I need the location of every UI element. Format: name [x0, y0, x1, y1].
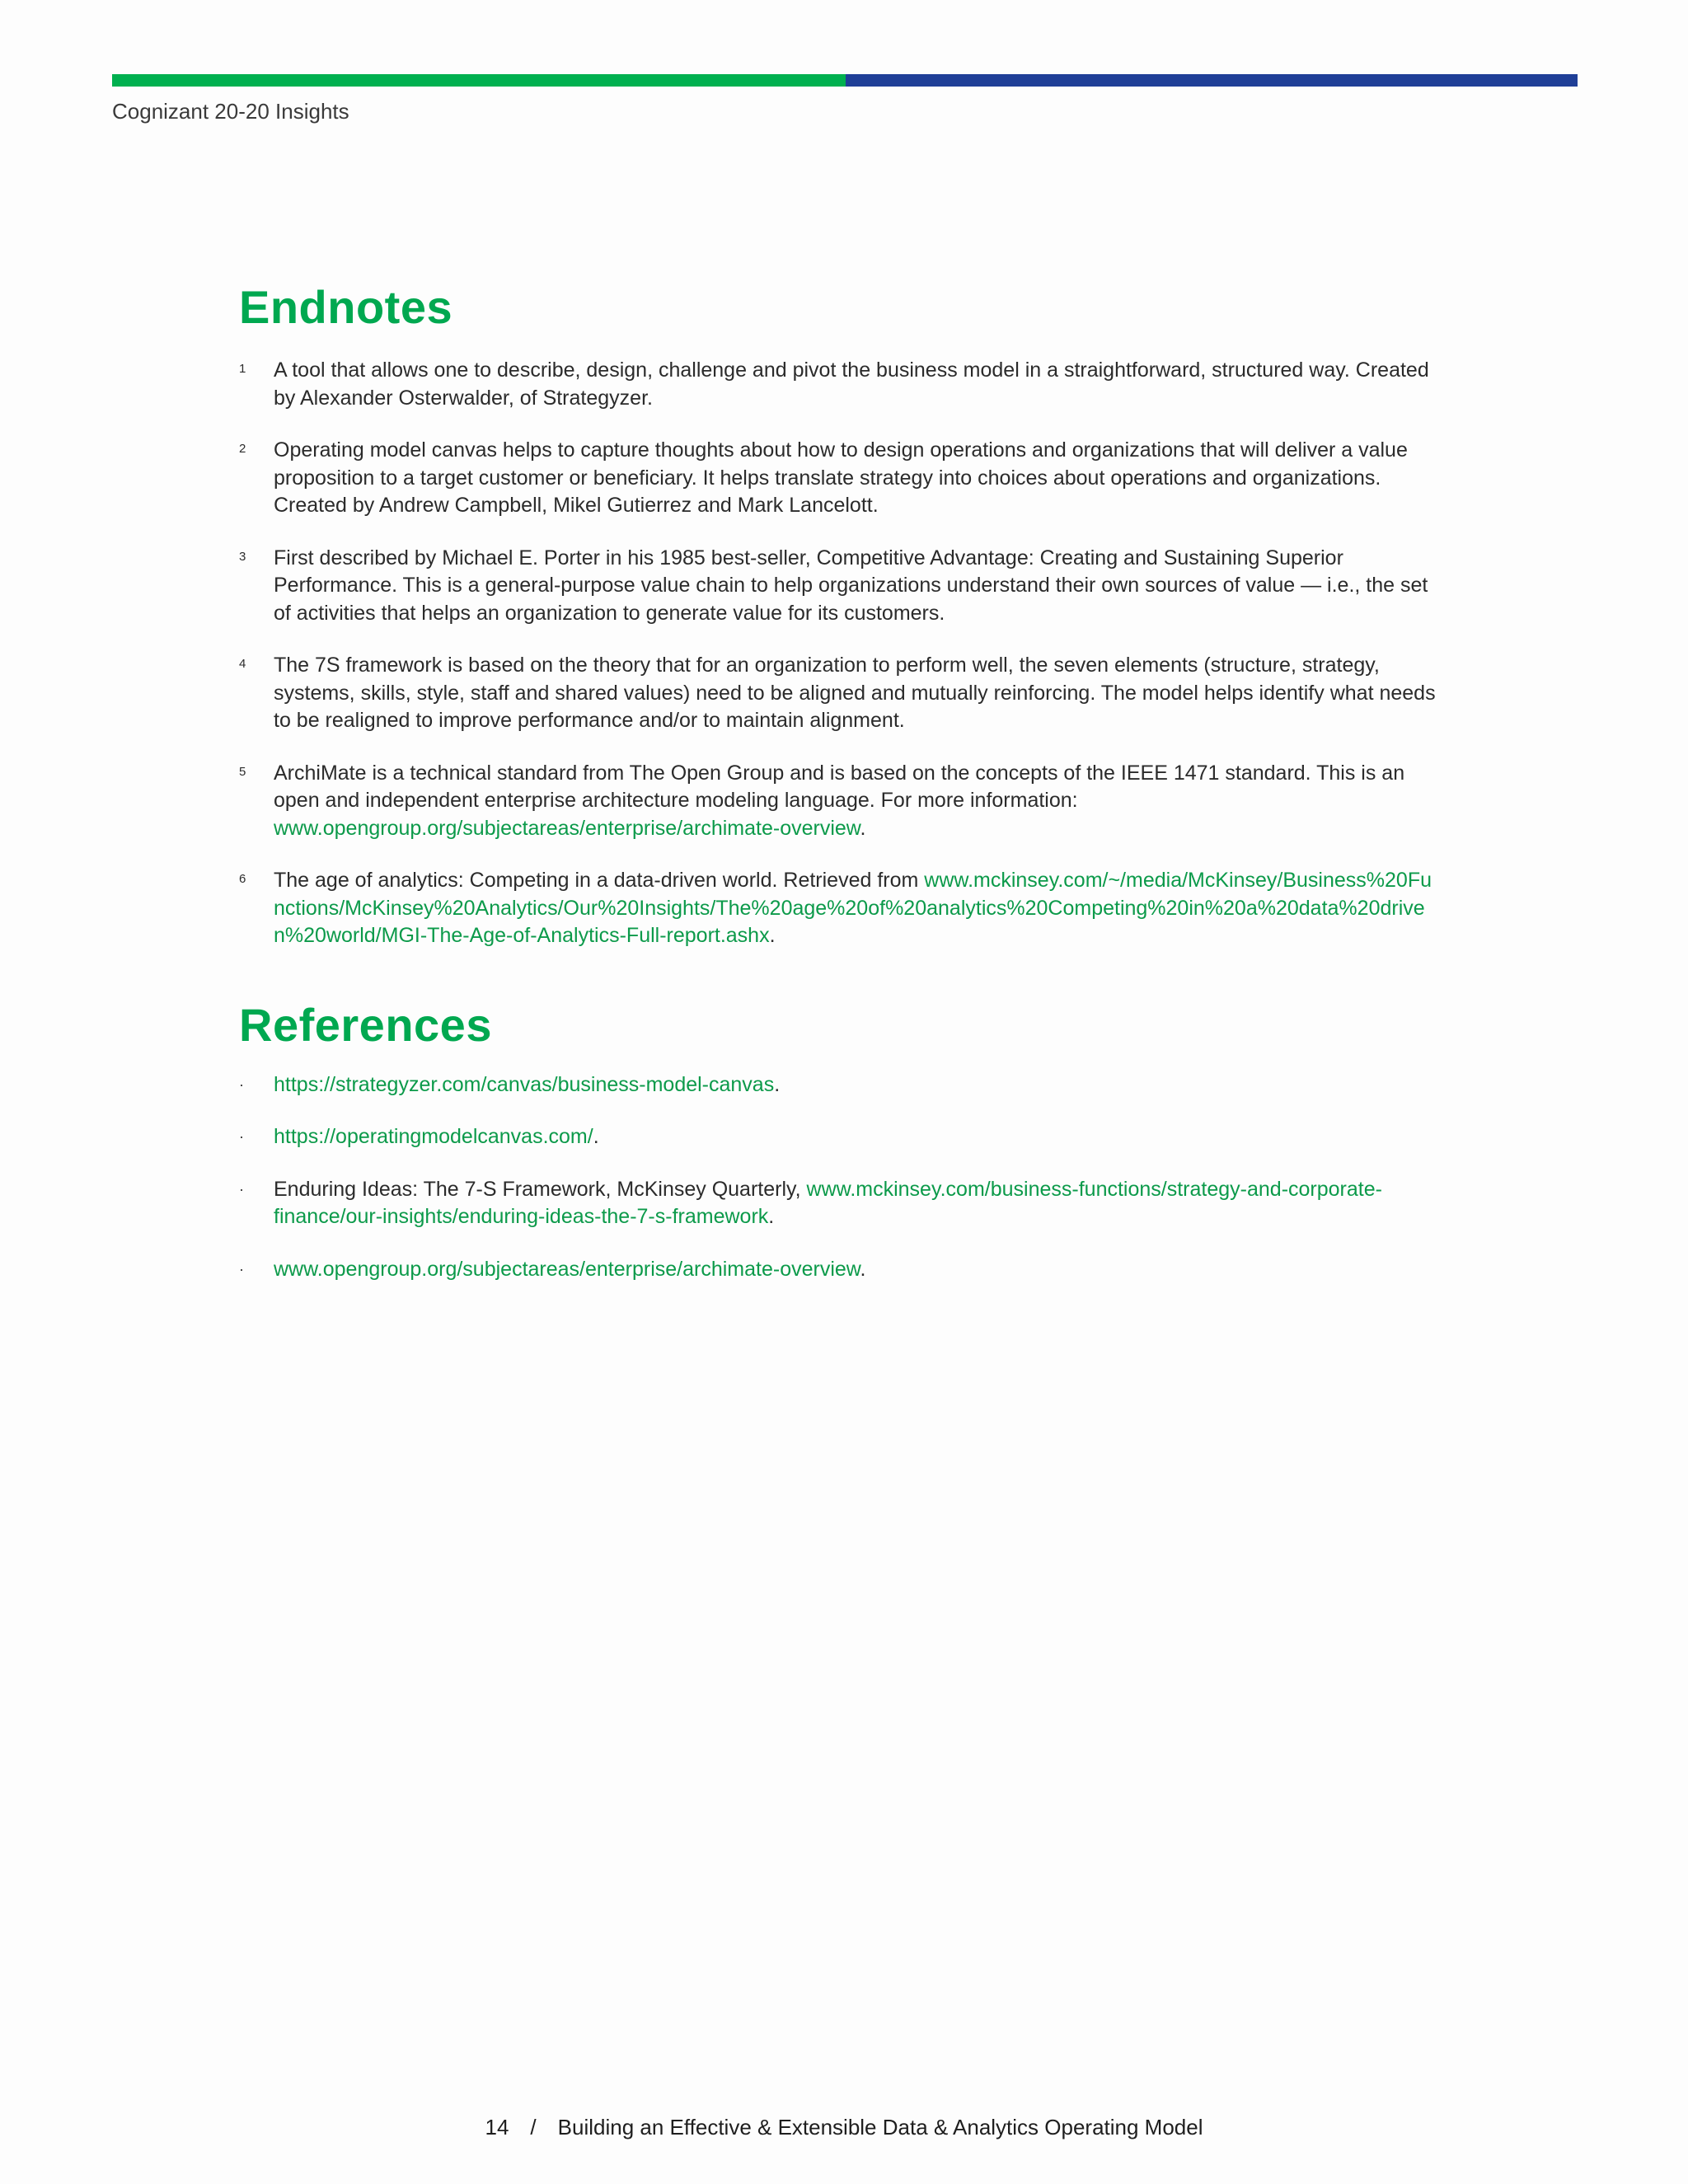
endnote-text: The age of analytics: Competing in a data-driven world. Retrieved from [274, 869, 925, 892]
endnote-number: 4 [239, 657, 246, 671]
endnote-text: First described by Michael E. Porter in his 1985 best-seller, Competitive Advantage: Creating and Sustaining Superior Performance. This is a general-purpose value chain to help organizations understand their own sources of value — i.e., the set of activities that helps an organization to generate value for its customers. [274, 546, 1428, 625]
endnote-punctuation: . [860, 816, 866, 840]
endnote-item [239, 867, 1442, 950]
footer-separator: / [530, 2115, 537, 2139]
endnote-text: A tool that allows one to describe, design, challenge and pivot the business model in a straightforward, structured way. Created by Alexander Osterwalder, of Strategyzer. [274, 359, 1429, 410]
reference-link[interactable]: www.mckinsey.com/business-functions/strategy-and-corporate-finance/our-insights/enduring-ideas-the-7-s-framework [274, 1177, 1382, 1228]
reference-punctuation: . [768, 1205, 775, 1228]
reference-bullet: · [239, 1180, 244, 1197]
endnote-item [239, 437, 1442, 520]
reference-punctuation: . [774, 1072, 781, 1096]
endnote-item [239, 545, 1442, 628]
page-number: 14 [485, 2115, 509, 2139]
endnote-text: Operating model canvas helps to capture thoughts about how to design operations and organizations that will deliver a value proposition to a target customer or beneficiary. It helps translate strategy into choices about operations and organizations. Created by Andrew Campbell, Mikel Gutierrez and Mark Lancelott. [274, 438, 1408, 517]
reference-link[interactable]: https://strategyzer.com/canvas/business-model-canvas [274, 1072, 775, 1096]
reference-link[interactable]: www.opengroup.org/subjectareas/enterprise/archimate-overview [274, 1257, 860, 1281]
endnote-text: The 7S framework is based on the theory that for an organization to perform well, the seven elements (structure, strategy, systems, skills, style, staff and shared values) need to be aligned and mutually reinforcing. The model helps identify what needs to be realigned to improve performance and/or to maintain alignment. [274, 654, 1436, 732]
header-bar-green [112, 74, 846, 87]
reference-bullet: · [239, 1076, 244, 1093]
endnote-number: 2 [239, 442, 246, 456]
endnote-number: 1 [239, 362, 246, 376]
endnote-text: ArchiMate is a technical standard from The Open Group and is based on the concepts of the IEEE 1471 standard. This is an open and independent enterprise architecture modeling language. For more information: [274, 761, 1405, 812]
reference-punctuation: . [593, 1125, 599, 1148]
endnote-number: 6 [239, 872, 246, 886]
endnote-link[interactable]: www.opengroup.org/subjectareas/enterprise/archimate-overview [274, 816, 860, 840]
endnote-number: 3 [239, 549, 246, 564]
footer-document-title: Building an Effective & Extensible Data & Analytics Operating Model [557, 2115, 1203, 2139]
page-footer [0, 2115, 1688, 2140]
reference-item [239, 1123, 1442, 1151]
endnote-item [239, 357, 1442, 412]
endnote-item [239, 652, 1442, 735]
endnotes-heading: Endnotes [239, 281, 453, 333]
endnote-number: 5 [239, 764, 246, 779]
reference-item [239, 1176, 1442, 1231]
reference-bullet: · [239, 1260, 244, 1277]
main-content [239, 280, 1442, 1308]
reference-punctuation: . [860, 1257, 866, 1281]
reference-item [239, 1256, 1442, 1284]
references-heading: References [239, 998, 492, 1051]
running-header: Cognizant 20-20 Insights [112, 99, 349, 124]
endnote-item [239, 760, 1442, 843]
reference-link[interactable]: https://operatingmodelcanvas.com/ [274, 1125, 593, 1148]
endnote-punctuation: . [769, 924, 776, 947]
reference-bullet: · [239, 1128, 244, 1145]
header-bar-blue [846, 74, 1578, 87]
reference-text: Enduring Ideas: The 7-S Framework, McKinsey Quarterly, [274, 1177, 807, 1201]
header-color-bar [112, 74, 1578, 87]
endnote-link[interactable]: www.mckinsey.com/~/media/McKinsey/Business%20Functions/McKinsey%20Analytics/Our%20Insights/The%20age%20of%20analytics%20Competing%20in%20a%20data%20driven%20world/MGI-The-Age-of-Analytics-Full-report.ashx [274, 869, 1432, 947]
reference-item [239, 1071, 1442, 1099]
